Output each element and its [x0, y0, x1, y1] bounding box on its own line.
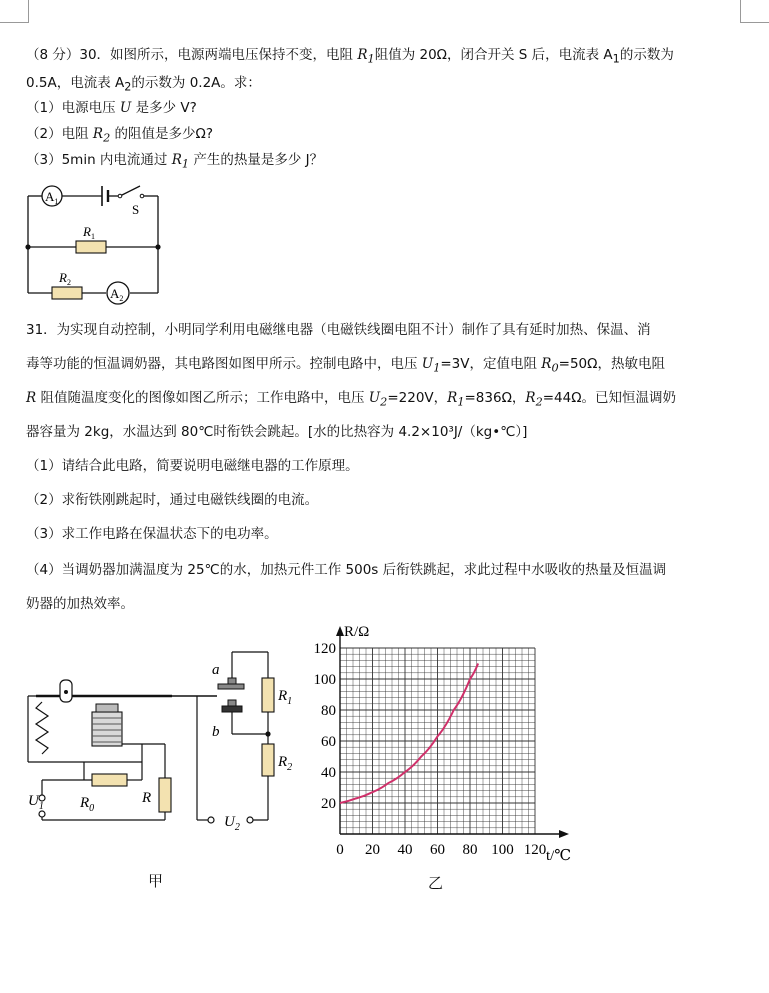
q30-sub-2: [26, 124, 213, 149]
q30-text: 的示数为 0.2A。求：: [131, 75, 261, 91]
resistance-curve: [340, 664, 478, 804]
resistor-r2-icon: [52, 287, 82, 299]
resistor-r1-label: $R_1$: [83, 224, 95, 241]
var-r1: $R_1$: [171, 152, 190, 171]
q30-text: 是多少 V?: [131, 100, 197, 116]
q30-text: （2）电阻: [26, 126, 93, 142]
q31-text: =836Ω，: [464, 390, 526, 406]
q31-text: =220V，: [387, 390, 448, 406]
x-tick-label: 40: [397, 842, 413, 858]
figure-yi-label: 乙: [428, 874, 444, 892]
q31-line-1: 31．为实现自动控制，小明同学利用电磁继电器（电磁铁线圈电阻不计）制作了具有延时加热、保温、消: [26, 322, 651, 338]
q31-text: 毒等功能的恒温调奶器，其电路图如图甲所示。控制电路中，电压: [26, 356, 422, 372]
r2-label: $R_2$: [278, 754, 293, 773]
ammeter-a1-label: $A_1$: [45, 189, 59, 206]
q30-text: 的阻值是多少Ω?: [110, 126, 214, 142]
resistor-r2-label: $R_2$: [59, 270, 71, 287]
contact-a-label: a: [212, 662, 220, 678]
x-tick-label: 80: [462, 842, 478, 858]
q31-line-4: 器容量为 2kg，水温达到 80℃时衔铁会跳起。[水的比热容为 4.2×10³J/（kg•℃）]: [26, 424, 528, 440]
r1-label: $R_1$: [278, 688, 293, 707]
switch-s-label: S: [132, 202, 140, 217]
q30-text: 产生的热量是多少 J？: [189, 152, 324, 168]
contact-b-label: b: [212, 724, 220, 740]
q31-text: 阻值随温度变化的图像如图乙所示；工作电路中，电压: [36, 390, 369, 406]
var-r1: $R_1$: [447, 390, 465, 409]
resistor-r0-icon: [92, 774, 127, 786]
q30-sub-1: [26, 98, 197, 118]
var-u1: $U_1$: [421, 356, 441, 375]
var-r1: $R_1$: [357, 47, 375, 66]
x-axis-arrow-icon: [559, 830, 569, 838]
ammeter-a2-label: $A_2$: [110, 286, 124, 303]
var-r0: $R_0$: [541, 356, 559, 375]
q31-text: =3V，定值电阻: [440, 356, 542, 372]
thermistor-r-icon: [159, 778, 171, 812]
x-tick-label: 120: [523, 842, 547, 858]
q31-sub-3: （3）求工作电路在保温状态下的电功率。: [26, 526, 278, 542]
q31-sub-2: （2）求衔铁刚跳起时，通过电磁铁线圈的电流。: [26, 492, 319, 508]
y-tick-label: 80: [321, 703, 336, 719]
var-u2: $U_2$: [368, 390, 388, 409]
q31-sub-4-cont: 奶器的加热效率。: [26, 596, 134, 612]
x-axis-label: t/℃: [546, 848, 572, 864]
sub: 2: [124, 80, 132, 94]
q30-line-1: [26, 45, 674, 70]
u1-label: $U_1$: [28, 793, 44, 812]
q31-text: =44Ω。已知恒温调奶: [542, 390, 677, 406]
q30-sub-3: [26, 150, 323, 175]
figure-jia-label: 甲: [148, 872, 164, 890]
y-tick-label: 40: [321, 765, 336, 781]
y-tick-label: 60: [321, 734, 336, 750]
q30-text: 的示数为: [619, 47, 674, 63]
x-tick-label: 0: [336, 842, 344, 858]
var-r: R: [26, 390, 37, 406]
y-tick-label: 100: [313, 672, 336, 688]
resistor-r1-icon: [262, 678, 274, 712]
q31-line-3: [26, 388, 676, 413]
q30-circuit-diagram: [20, 178, 170, 303]
u2-label: $U_2$: [224, 814, 240, 833]
sub: 1: [612, 52, 620, 66]
thermistor-label: R: [142, 790, 152, 806]
thermistor-resistance-chart: [300, 620, 590, 868]
x-tick-label: 100: [491, 842, 514, 858]
q30-text: 阻值为 20Ω，闭合开关 S 后，电流表 A: [374, 47, 613, 63]
resistor-r1-icon: [76, 241, 106, 253]
q31-sub-4: （4）当调奶器加满温度为 25℃的水，加热元件工作 500s 后衔铁跳起，求此过程中水吸收的热量及恒温调: [26, 562, 667, 578]
y-axis-arrow-icon: [336, 626, 344, 636]
resistor-r2-icon: [262, 744, 274, 776]
x-tick-label: 20: [365, 842, 380, 858]
q31-line-2: [26, 354, 665, 379]
var-r2: $R_2$: [92, 126, 111, 145]
corner-mark-left: [0, 0, 29, 23]
q30-line-2: [26, 73, 261, 98]
var-r2: $R_2$: [525, 390, 543, 409]
q30-text: （1）电源电压: [26, 100, 120, 116]
x-tick-label: 60: [430, 842, 445, 858]
q30-text: 0.5A，电流表 A: [26, 75, 125, 91]
y-tick-label: 120: [313, 641, 336, 657]
q30-text: （3）5min 内电流通过: [26, 152, 172, 168]
corner-mark-right: [740, 0, 769, 23]
r0-label: $R_0$: [80, 795, 95, 814]
electromagnet-icon: [92, 712, 122, 746]
q30-text: （8 分）30．如图所示，电源两端电压保持不变，电阻: [26, 47, 358, 63]
y-tick-label: 20: [321, 796, 336, 812]
y-axis-label: R/Ω: [344, 624, 370, 640]
var-u: U: [119, 100, 132, 116]
relay-circuit-diagram: [22, 640, 293, 845]
q31-sub-1: （1）请结合此电路，简要说明电磁继电器的工作原理。: [26, 458, 359, 474]
q31-text: =50Ω，热敏电阻: [558, 356, 665, 372]
